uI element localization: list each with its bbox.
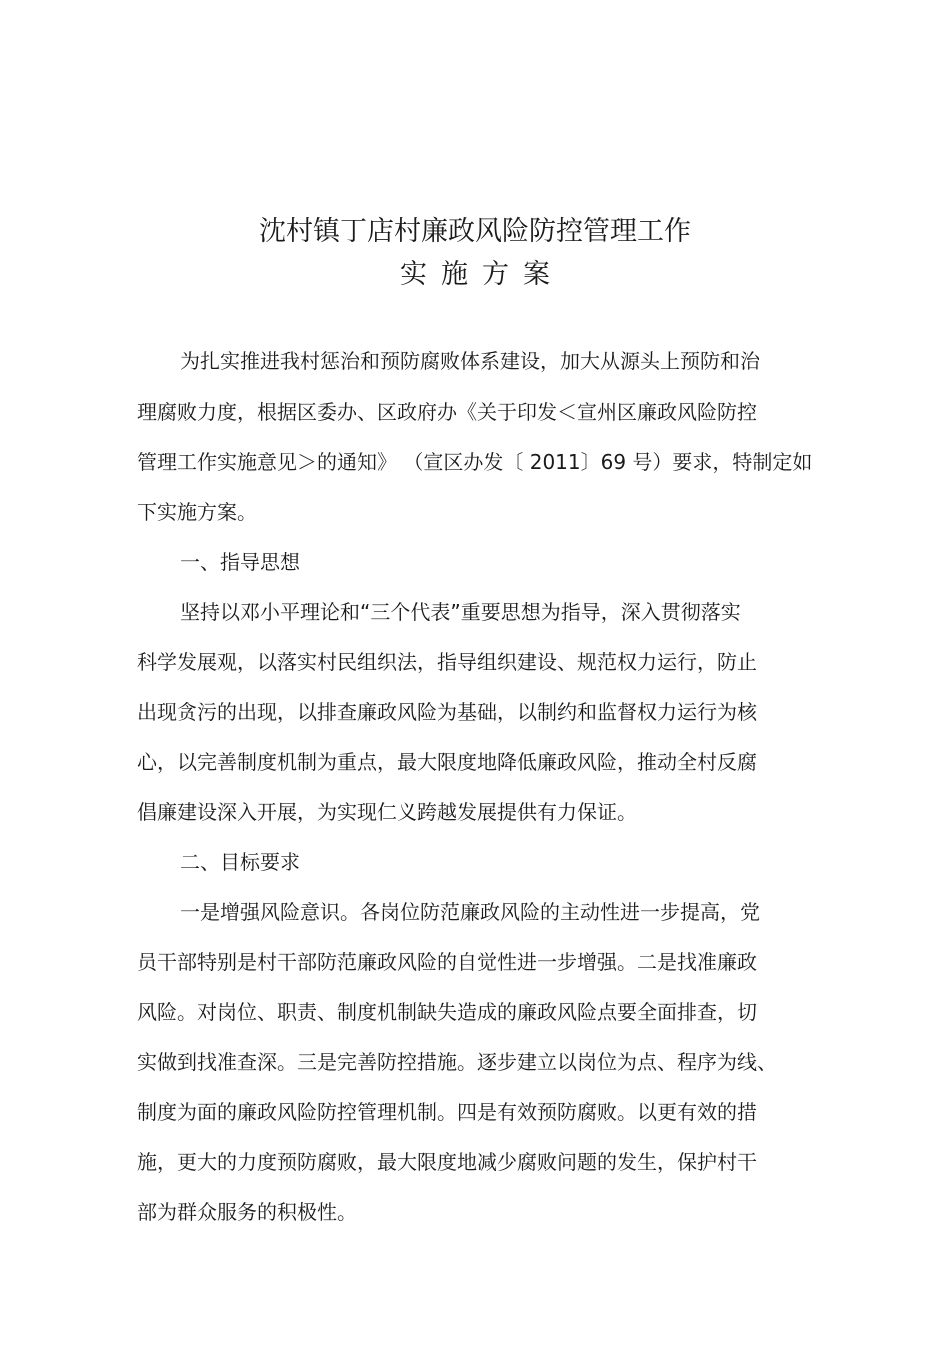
- paragraph-line: 员干部特别是村干部防范廉政风险的自觉性进一步增强。二是找准廉政: [137, 950, 757, 974]
- paragraph-line: 实做到找准查深。三是完善防控措施。逐步建立以岗位为点、程序为线、: [137, 1050, 777, 1074]
- paragraph-line: 制度为面的廉政风险防控管理机制。四是有效预防腐败。以更有效的措: [137, 1100, 757, 1124]
- section-heading: 一、指导思想: [180, 550, 300, 574]
- paragraph-line: 风险。对岗位、职责、制度机制缺失造成的廉政风险点要全面排查，切: [137, 1000, 757, 1024]
- paragraph-line: 施，更大的力度预防腐败，最大限度地减少腐败问题的发生，保护村干: [137, 1150, 757, 1174]
- paragraph-line: 一是增强风险意识。各岗位防范廉政风险的主动性进一步提高，党: [180, 900, 760, 924]
- paragraph-line: 部为群众服务的积极性。: [137, 1200, 357, 1224]
- document-title: 沈村镇丁店村廉政风险防控管理工作: [259, 216, 691, 247]
- paragraph-line: 理腐败力度，根据区委办、区政府办《关于印发＜宣州区廉政风险防控: [137, 400, 757, 424]
- paragraph-line: 管理工作实施意见＞的通知》 （宣区办发〔 2011〕69 号）要求，特制定如: [137, 450, 813, 474]
- paragraph-line: 出现贪污的出现，以排查廉政风险为基础，以制约和监督权力运行为核: [137, 700, 757, 724]
- document-subtitle: 实施方案: [400, 259, 564, 290]
- paragraph-line: 坚持以邓小平理论和“三个代表”重要思想为指导，深入贯彻落实: [180, 600, 741, 624]
- section-heading: 二、目标要求: [180, 850, 300, 874]
- paragraph-line: 下实施方案。: [137, 500, 257, 524]
- paragraph-line: 倡廉建设深入开展，为实现仁义跨越发展提供有力保证。: [137, 800, 637, 824]
- paragraph-line: 心，以完善制度机制为重点，最大限度地降低廉政风险，推动全村反腐: [137, 750, 757, 774]
- paragraph-line: 科学发展观，以落实村民组织法，指导组织建设、规范权力运行，防止: [137, 650, 757, 674]
- paragraph-line: 为扎实推进我村惩治和预防腐败体系建设，加大从源头上预防和治: [180, 349, 760, 373]
